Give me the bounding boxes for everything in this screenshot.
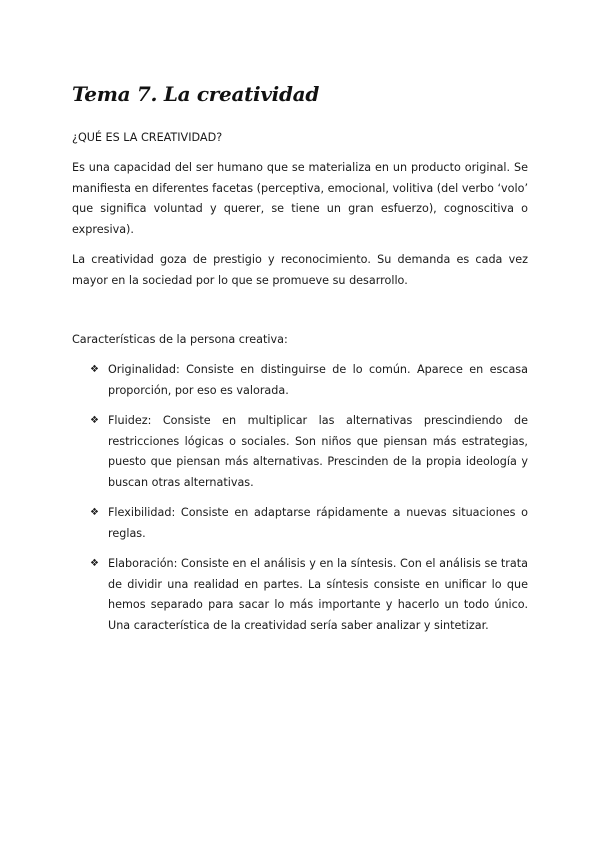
list-item [90,360,528,401]
diamond-bullet-icon: ❖ [90,507,99,518]
diamond-bullet-icon: ❖ [90,364,99,375]
diamond-bullet-icon: ❖ [90,415,99,426]
list-item [90,503,528,544]
section-subheading: ¿QUÉ ES LA CREATIVIDAD? [72,131,223,144]
list-item-text: Fluidez: Consiste en multiplicar las alternativas prescindiendo de restricciones lógicas o sociales. Son niños que piensan más estrategias, puesto que piensan más alternativas. Prescinden de la propia ideología y buscan otras alternativas. [108,414,528,489]
list-item-text: Flexibilidad: Consiste en adaptarse rápidamente a nuevas situaciones o reglas. [108,506,528,540]
list-item [90,554,528,636]
list-item-text: Elaboración: Consiste en el análisis y en la síntesis. Con el análisis se trata de dividir una realidad en partes. La síntesis consiste en unificar lo que hemos separado para sacar lo más importante y hacerlo un todo único. Una característica de la creatividad sería saber analizar y sintetizar. [108,557,528,632]
definition-paragraph: Es una capacidad del ser humano que se materializa en un producto original. Se manifiesta en diferentes facetas (perceptiva, emocional, volitiva (del verbo ‘volo’ que significa voluntad y querer, se tiene un gran esfuerzo), cognoscitiva o expresiva). [72,161,528,236]
list-item [90,411,528,493]
diamond-bullet-icon: ❖ [90,558,99,569]
page-title: Tema 7. La creatividad [72,82,320,106]
characteristics-list [90,360,528,646]
list-intro: Características de la persona creativa: [72,333,288,346]
list-item-text: Originalidad: Consiste en distinguirse de lo común. Aparece en escasa proporción, por eso es valorada. [108,363,528,397]
prestige-paragraph: La creatividad goza de prestigio y reconocimiento. Su demanda es cada vez mayor en la sociedad por lo que se promueve su desarrollo. [72,253,528,287]
